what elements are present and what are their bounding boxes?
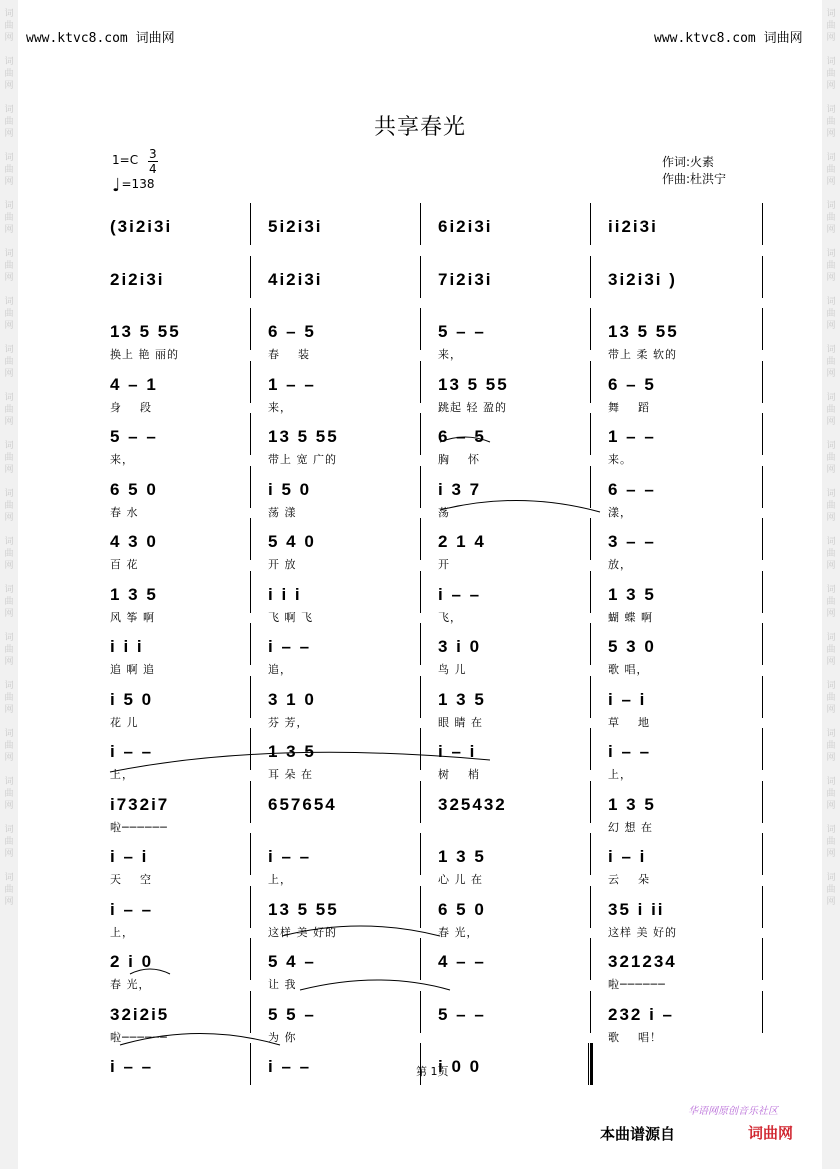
meter-top: 3 <box>149 147 157 161</box>
measure-notes: 4i2i3i <box>268 269 323 289</box>
slur-mark <box>120 1034 280 1046</box>
slur-mark <box>282 926 440 936</box>
slur-mark <box>300 980 450 990</box>
measure-lyrics: 漾， <box>608 505 632 519</box>
measure-notes: 2 1 4 <box>438 532 486 551</box>
measure-lyrics: 春 水 <box>110 505 139 519</box>
measure-lyrics: 追 啊 追 <box>110 663 155 676</box>
measure-notes: i – i <box>608 689 647 709</box>
measure-notes: 4 3 0 <box>110 532 158 551</box>
measure-lyrics: 芬 芳， <box>268 715 309 729</box>
measure-notes: 5 5 – <box>268 1004 316 1024</box>
measure-notes: i – i <box>110 847 149 866</box>
meter-bottom: 4 <box>149 162 157 176</box>
measure-lyrics: 开 <box>438 558 450 571</box>
measure-lyrics: 放， <box>608 558 632 571</box>
footer-logo[interactable]: 词曲网 <box>748 1124 794 1142</box>
measure-lyrics: 来。 <box>608 453 632 466</box>
header-url-left-text: www.ktvc8.com <box>26 31 128 46</box>
measure-lyrics: 换上 艳 丽的 <box>110 348 179 361</box>
composer-credit: 作曲:杜洪宁 <box>662 172 727 186</box>
measure-notes: i 5 0 <box>110 689 154 709</box>
measure-lyrics: 蝴 蝶 啊 <box>608 610 653 624</box>
measure-lyrics: 舞 蹈 <box>608 400 650 414</box>
tempo-value: =138 <box>121 177 155 191</box>
measure-notes: 1 – – <box>608 427 656 446</box>
measure-notes: 657654 <box>268 794 337 814</box>
measure-lyrics: 啦────── <box>110 820 168 834</box>
measure-notes: i – – <box>110 1057 154 1076</box>
right-watermark-strip: 词 曲 网 词 曲 网 词 曲 网 词 曲 网 词 曲 网 词 曲 网 词 曲 网 词 曲 网 词 曲 网 词 曲 网 词 曲 网 词 曲 网 词 曲 网 词 曲 网 词 曲 网 词 曲 网 词 曲 网 词 曲 网 词 曲 网 <box>822 0 840 1169</box>
measure-lyrics: 风 筝 啊 <box>110 610 155 624</box>
slur-mark <box>440 437 490 442</box>
slur-mark <box>130 969 170 974</box>
measure-lyrics: 这样 美 好的 <box>608 925 677 939</box>
measure-lyrics: 为 你 <box>268 1030 297 1044</box>
measure-notes: i – – <box>438 584 482 604</box>
measure-lyrics: 上， <box>268 873 292 886</box>
measure-notes: 6 – – <box>608 479 656 499</box>
measure-notes: 6 – 5 <box>268 322 316 341</box>
measure-notes: 13 5 55 <box>608 322 679 341</box>
measure-notes: 325432 <box>438 794 507 814</box>
measure-notes: 2 i 0 <box>110 952 154 971</box>
slur-mark <box>110 752 490 772</box>
measure-notes: (3i2i3i <box>110 217 173 236</box>
measure-lyrics: 耳 朵 在 <box>268 768 313 781</box>
measure-lyrics: 来， <box>110 453 134 466</box>
slur-mark <box>440 500 600 512</box>
measure-lyrics: 让 我 <box>268 978 297 991</box>
measure-notes: 35 i ii <box>608 899 665 919</box>
measure-notes: i 5 0 <box>268 479 312 499</box>
header-url-right-text: www.ktvc8.com <box>654 31 756 46</box>
measure-notes: i – i <box>608 847 647 866</box>
measure-lyrics: 鸟 儿 <box>438 663 467 676</box>
measure-lyrics: 这样 美 好的 <box>268 925 337 939</box>
measure-notes: 5 4 0 <box>268 532 316 551</box>
measure-lyrics: 胸 怀 <box>438 453 480 466</box>
measure-lyrics: 春 光， <box>438 925 479 939</box>
measure-notes: i i i <box>110 637 144 656</box>
measure-notes: i – i <box>438 742 477 761</box>
lyricist-credit: 作词:火素 <box>662 155 715 169</box>
measure-notes: 5 – – <box>438 322 486 341</box>
measure-lyrics: 眼 睛 在 <box>438 715 483 729</box>
measure-lyrics: 带上 柔 软的 <box>608 348 677 361</box>
measure-lyrics: 春 光， <box>110 978 151 991</box>
left-watermark-strip: 词 曲 网 词 曲 网 词 曲 网 词 曲 网 词 曲 网 词 曲 网 词 曲 网 词 曲 网 词 曲 网 词 曲 网 词 曲 网 词 曲 网 词 曲 网 词 曲 网 词 曲 网 词 曲 网 词 曲 网 词 曲 网 词 曲 网 <box>0 0 18 1169</box>
measure-lyrics: 上， <box>110 768 134 781</box>
measure-lyrics: 天 空 <box>110 873 152 886</box>
measure-notes: 5 4 – <box>268 952 316 971</box>
measure-notes: i – – <box>268 1057 312 1076</box>
measure-notes: i732i7 <box>110 794 170 814</box>
measure-lyrics: 树 梢 <box>438 768 480 781</box>
measure-notes: 232 i – <box>608 1004 674 1024</box>
measure-lyrics: 荡 <box>438 505 450 519</box>
measure-lyrics: 来， <box>268 400 292 414</box>
header-url-left-cn: 词曲网 <box>135 31 175 46</box>
measure-lyrics: 春 装 <box>268 348 310 361</box>
measure-notes: 321234 <box>608 952 677 971</box>
measure-notes: 1 3 5 <box>608 584 656 604</box>
measure-notes: 13 5 55 <box>438 374 509 394</box>
measure-notes: 5 – – <box>110 427 158 446</box>
measure-lyrics: 心 儿 在 <box>438 873 483 886</box>
community-badge[interactable]: 华语网原创音乐社区 <box>688 1106 778 1117</box>
measure-notes: 1 3 5 <box>438 689 486 709</box>
key-signature: 1=C <box>112 153 139 167</box>
measure-notes: 13 5 55 <box>268 427 339 446</box>
measure-lyrics: 啦────── <box>110 1030 168 1044</box>
measure-lyrics: 上， <box>608 768 632 781</box>
measure-lyrics: 百 花 <box>110 558 139 571</box>
measure-notes: 3 i 0 <box>438 637 482 656</box>
measure-notes: 6i2i3i <box>438 217 493 236</box>
measure-lyrics: 飞， <box>438 610 462 624</box>
quarter-note-icon: ♩ <box>112 175 121 196</box>
header-url-right-cn: 词曲网 <box>763 31 803 46</box>
measure-notes: 3 1 0 <box>268 689 316 709</box>
measure-notes: 7i2i3i <box>438 269 493 289</box>
measure-notes: 3i2i3i ) <box>608 269 677 289</box>
measure-notes: i 3 7 <box>438 479 482 499</box>
measure-notes: i – – <box>110 742 154 761</box>
measure-lyrics: 歌 唱， <box>608 663 649 676</box>
measure-notes: 6 5 0 <box>438 899 486 919</box>
measure-notes: 4 – 1 <box>110 374 158 394</box>
page-number: 第 1页 <box>416 1065 449 1078</box>
measure-notes: 13 5 55 <box>110 322 181 341</box>
measure-notes: 1 3 5 <box>110 584 158 604</box>
measure-notes: 13 5 55 <box>268 899 339 919</box>
measure-notes: i 0 0 <box>438 1057 482 1076</box>
measure-notes: 3 – – <box>608 532 656 551</box>
measure-notes: 6 5 0 <box>110 479 158 499</box>
measure-notes: 1 3 5 <box>438 847 486 866</box>
measure-notes: 1 3 5 <box>608 794 656 814</box>
measure-lyrics: 带上 宽 广的 <box>268 453 337 466</box>
measure-notes: i – – <box>268 637 312 656</box>
measure-notes: 6 – 5 <box>608 374 656 394</box>
measure-notes: 4 – – <box>438 952 486 971</box>
measure-lyrics: 云 朵 <box>608 873 650 886</box>
measure-notes: ii2i3i <box>608 217 658 236</box>
measure-lyrics: 开 放 <box>268 558 297 571</box>
song-title: 共享春光 <box>373 115 466 140</box>
measure-lyrics: 跳起 轻 盈的 <box>438 400 507 414</box>
measure-notes: 6 – 5 <box>438 427 486 446</box>
measure-lyrics: 荡 漾 <box>268 505 297 519</box>
measure-notes: i – – <box>608 742 652 761</box>
measure-lyrics: 追， <box>268 663 292 676</box>
measure-lyrics: 草 地 <box>608 715 650 729</box>
measure-notes: 5 – – <box>438 1004 486 1024</box>
measure-notes: 5i2i3i <box>268 217 323 236</box>
measure-notes: 1 – – <box>268 374 316 394</box>
measure-lyrics: 歌 唱！ <box>608 1030 662 1044</box>
measure-notes: 1 3 5 <box>268 742 316 761</box>
measure-lyrics: 上， <box>110 925 134 939</box>
measure-notes: 5 3 0 <box>608 637 656 656</box>
footer-source-text: 本曲谱源自 <box>600 1125 676 1143</box>
measure-notes: i – – <box>110 899 154 919</box>
measure-lyrics: 身 段 <box>110 400 152 414</box>
measure-notes: i i i <box>268 584 302 604</box>
measure-lyrics: 来， <box>438 348 462 361</box>
measure-lyrics: 飞 啊 飞 <box>268 610 313 624</box>
measure-notes: i – – <box>268 847 312 866</box>
measure-notes: 32i2i5 <box>110 1004 170 1024</box>
measure-lyrics: 幻 想 在 <box>608 820 653 834</box>
measure-lyrics: 花 儿 <box>110 715 139 729</box>
measure-lyrics: 啦────── <box>608 978 666 991</box>
measure-notes: 2i2i3i <box>110 269 165 289</box>
